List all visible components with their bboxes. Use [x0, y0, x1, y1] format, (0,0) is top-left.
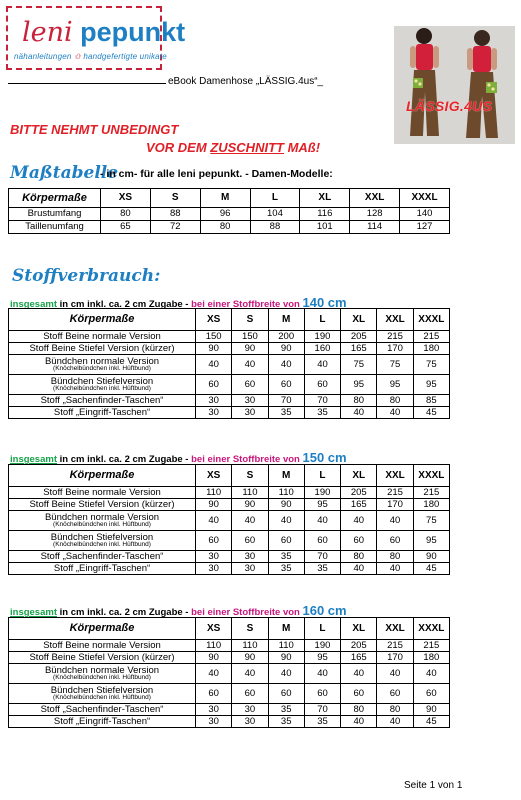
fabric-cell: 90	[413, 704, 449, 716]
fabric-cell: 215	[377, 487, 413, 499]
fabric-row-subtitle: (Knöchelbündchen inkl. Hüftbund)	[53, 674, 151, 681]
fabric-section-head	[10, 450, 347, 465]
fabric-cell: 95	[377, 375, 413, 395]
fabric-cell: 150	[196, 331, 232, 343]
fabric-row-label	[9, 640, 196, 652]
fabric-row	[9, 684, 450, 704]
fabric-row-title: Bündchen normale Version	[44, 355, 160, 367]
size-header-xxl: XXL	[350, 189, 400, 208]
fabric-header-l: L	[304, 309, 340, 331]
fabric-cell: 40	[232, 511, 268, 531]
fabric-cell: 35	[268, 704, 304, 716]
fabric-header-m: M	[268, 465, 304, 487]
fabric-cell: 110	[268, 640, 304, 652]
size-cell: 140	[400, 208, 450, 221]
fabric-cell: 95	[413, 531, 449, 551]
fabric-header-xl: XL	[341, 618, 377, 640]
fabric-table	[8, 617, 450, 728]
fabric-row	[9, 375, 450, 395]
head-insgesamt: insgesamt	[10, 607, 57, 618]
fabric-cell: 30	[232, 395, 268, 407]
fabric-header-s: S	[232, 309, 268, 331]
tagline-left: nähanleitungen	[14, 52, 72, 61]
product-photo	[394, 26, 515, 144]
fabric-cell: 90	[268, 652, 304, 664]
fabric-cell: 95	[341, 375, 377, 395]
fabric-header-l: L	[304, 618, 340, 640]
fabric-cell: 165	[341, 343, 377, 355]
fabric-cell: 60	[196, 531, 232, 551]
fabric-cell: 45	[413, 716, 449, 728]
head-insgesamt: insgesamt	[10, 454, 57, 465]
fabric-cell: 70	[268, 395, 304, 407]
fabric-cell: 60	[268, 375, 304, 395]
fabric-cell: 60	[377, 684, 413, 704]
fabric-row-label	[9, 652, 196, 664]
fabric-cell: 40	[377, 511, 413, 531]
fabric-cell: 45	[413, 563, 449, 575]
fabric-row	[9, 407, 450, 419]
fabric-cell: 190	[304, 487, 340, 499]
fabric-section-head	[10, 603, 347, 618]
fabric-cell: 40	[341, 563, 377, 575]
fabric-cell: 35	[304, 563, 340, 575]
fabric-cell: 40	[377, 664, 413, 684]
fabric-cell: 60	[341, 531, 377, 551]
fabric-cell: 75	[377, 355, 413, 375]
fabric-cell: 200	[268, 331, 304, 343]
size-cell: 104	[250, 208, 300, 221]
fabric-row-label	[9, 375, 196, 395]
fabric-row-label	[9, 343, 196, 355]
fabric-cell: 110	[268, 487, 304, 499]
fabric-cell: 75	[341, 355, 377, 375]
fabric-cell: 40	[377, 407, 413, 419]
fabric-cell: 180	[413, 343, 449, 355]
fabric-cell: 215	[377, 331, 413, 343]
fabric-cell: 90	[268, 343, 304, 355]
fabric-cell: 35	[268, 563, 304, 575]
fabric-row	[9, 395, 450, 407]
fabric-row-title: Bündchen Stiefelversion	[50, 375, 154, 387]
fabric-cell: 170	[377, 343, 413, 355]
head-insgesamt: insgesamt	[10, 299, 57, 310]
size-header-row	[9, 189, 450, 208]
fabric-cell: 205	[341, 487, 377, 499]
fabric-cell: 30	[196, 407, 232, 419]
fabric-header-xs: XS	[196, 618, 232, 640]
logo-leni: leni	[22, 17, 73, 48]
fabric-cell: 40	[377, 563, 413, 575]
fabric-header-xxl: XXL	[377, 465, 413, 487]
fabric-cell: 80	[377, 704, 413, 716]
fabric-cell: 90	[196, 652, 232, 664]
fabric-cell: 170	[377, 652, 413, 664]
fabric-cell: 60	[413, 684, 449, 704]
fabric-cell: 35	[268, 551, 304, 563]
fabric-cell: 60	[232, 531, 268, 551]
warning-suffix: MAß!	[283, 140, 321, 155]
title-underline	[8, 74, 166, 84]
fabric-cell: 80	[341, 551, 377, 563]
size-header-s: S	[150, 189, 200, 208]
fabric-header-label: Körpermaße	[9, 618, 196, 640]
size-cell: 80	[101, 208, 151, 221]
fabric-cell: 35	[268, 716, 304, 728]
size-row-label: Taillenumfang	[9, 221, 101, 234]
fabric-cell: 40	[196, 511, 232, 531]
fabric-cell: 40	[341, 664, 377, 684]
ebook-title-line	[8, 74, 368, 87]
fabric-cell: 40	[268, 511, 304, 531]
logo-tagline	[14, 52, 167, 61]
fabric-header-xs: XS	[196, 309, 232, 331]
fabric-row-label	[9, 684, 196, 704]
fabric-row-title: Stoff „Eingriff-Taschen“	[53, 562, 151, 574]
fabric-cell: 95	[304, 499, 340, 511]
fabric-cell: 110	[196, 487, 232, 499]
fabric-cell: 165	[341, 499, 377, 511]
head-width-label: bei einer Stoffbreite von	[191, 454, 303, 465]
fabric-row-label	[9, 704, 196, 716]
fabric-cell: 170	[377, 499, 413, 511]
fabric-cell: 30	[196, 395, 232, 407]
fabric-row-title: Stoff Beine normale Version	[43, 330, 161, 342]
fabric-cell: 60	[268, 531, 304, 551]
fabric-cell: 40	[196, 355, 232, 375]
fabric-row-title: Bündchen Stiefelversion	[50, 684, 154, 696]
fabric-cell: 180	[413, 652, 449, 664]
head-width-value: 160 cm	[302, 603, 347, 618]
fabric-cell: 30	[196, 716, 232, 728]
size-row	[9, 221, 450, 234]
size-header-l: L	[250, 189, 300, 208]
fabric-row	[9, 343, 450, 355]
size-cell: 88	[250, 221, 300, 234]
fabric-cell: 90	[232, 499, 268, 511]
fabric-row-label	[9, 407, 196, 419]
fabric-cell: 35	[304, 716, 340, 728]
fabric-row	[9, 716, 450, 728]
fabric-row	[9, 499, 450, 511]
mass-table-title: Maßtabelle	[10, 163, 119, 183]
fabric-row-subtitle: (Knöchelbündchen inkl. Hüftbund)	[53, 694, 151, 701]
fabric-cell: 90	[268, 499, 304, 511]
fabric-row-label	[9, 487, 196, 499]
fabric-cell: 60	[268, 684, 304, 704]
logo-wordmark	[22, 12, 186, 52]
fabric-header-xxxl: XXXL	[413, 465, 449, 487]
fabric-header-label: Körpermaße	[9, 309, 196, 331]
fabric-row-label	[9, 355, 196, 375]
fabric-cell: 35	[268, 407, 304, 419]
fabric-row-label	[9, 664, 196, 684]
fabric-cell: 40	[232, 355, 268, 375]
fabric-cell: 85	[413, 395, 449, 407]
fabric-row	[9, 664, 450, 684]
fabric-cell: 30	[232, 704, 268, 716]
fabric-cell: 160	[304, 343, 340, 355]
fabric-row-title: Stoff „Eingriff-Taschen“	[53, 715, 151, 727]
size-header-xl: XL	[300, 189, 350, 208]
fabric-cell: 60	[377, 531, 413, 551]
fabric-cell: 40	[268, 664, 304, 684]
fabric-cell: 60	[304, 531, 340, 551]
size-cell: 128	[350, 208, 400, 221]
fabric-row-label	[9, 716, 196, 728]
size-row-label: Brustumfang	[9, 208, 101, 221]
fabric-header-xxl: XXL	[377, 309, 413, 331]
fabric-row-subtitle: (Knöchelbündchen inkl. Hüftbund)	[53, 365, 151, 372]
fabric-row-title: Stoff Beine Stiefel Version (kürzer)	[29, 342, 175, 354]
fabric-header-row	[9, 618, 450, 640]
fabric-cell: 60	[341, 684, 377, 704]
fabric-table	[8, 308, 450, 419]
fabric-cell: 190	[304, 331, 340, 343]
fabric-cell: 40	[341, 511, 377, 531]
warning-prefix: VOR DEM	[146, 140, 211, 155]
head-text: in cm inkl. ca. 2 cm Zugabe -	[57, 454, 192, 465]
head-text: in cm inkl. ca. 2 cm Zugabe -	[57, 607, 192, 618]
fabric-cell: 60	[232, 684, 268, 704]
size-cell: 72	[150, 221, 200, 234]
fabric-row-title: Stoff Beine Stiefel Version (kürzer)	[29, 651, 175, 663]
star-icon: ✩	[73, 52, 81, 61]
fabric-row-title: Stoff Beine normale Version	[43, 486, 161, 498]
fabric-row-label	[9, 551, 196, 563]
fabric-cell: 215	[413, 331, 449, 343]
fabric-cell: 80	[341, 395, 377, 407]
fabric-cell: 30	[196, 704, 232, 716]
fabric-header-s: S	[232, 618, 268, 640]
fabric-cell: 40	[413, 664, 449, 684]
warning-line-1: BITTE NEHMT UNBEDINGT	[10, 122, 179, 137]
fabric-cell: 215	[413, 640, 449, 652]
fabric-header-m: M	[268, 618, 304, 640]
fabric-cell: 215	[413, 487, 449, 499]
fabric-cell: 150	[232, 331, 268, 343]
mass-table-subtitle: - in cm- für alle leni pepunkt. - Damen-Modelle:	[100, 168, 333, 180]
fabric-cell: 110	[232, 487, 268, 499]
fabric-row-title: Bündchen normale Version	[44, 664, 160, 676]
fabric-cell: 75	[413, 511, 449, 531]
fabric-cell: 60	[196, 684, 232, 704]
fabric-cell: 80	[341, 704, 377, 716]
size-header-label: Körpermaße	[9, 189, 101, 208]
fabric-row-label	[9, 511, 196, 531]
fabric-row	[9, 487, 450, 499]
fabric-row	[9, 511, 450, 531]
fabric-cell: 95	[413, 375, 449, 395]
size-header-xxxl: XXXL	[400, 189, 450, 208]
fabric-cell: 40	[304, 355, 340, 375]
fabric-cell: 30	[196, 551, 232, 563]
fabric-cell: 45	[413, 407, 449, 419]
size-cell: 101	[300, 221, 350, 234]
fabric-table	[8, 464, 450, 575]
fabric-usage-title: Stoffverbrauch:	[12, 266, 161, 286]
fabric-cell: 90	[196, 343, 232, 355]
fabric-cell: 205	[341, 640, 377, 652]
fabric-row-title: Stoff „Eingriff-Taschen“	[53, 406, 151, 418]
fabric-row-subtitle: (Knöchelbündchen inkl. Hüftbund)	[53, 541, 151, 548]
fabric-cell: 90	[196, 499, 232, 511]
fabric-header-xl: XL	[341, 309, 377, 331]
fabric-row	[9, 551, 450, 563]
fabric-cell: 80	[377, 551, 413, 563]
photo-label: LÄSSIG.4US	[406, 98, 493, 114]
size-header-m: M	[200, 189, 250, 208]
fabric-cell: 80	[377, 395, 413, 407]
fabric-cell: 215	[377, 640, 413, 652]
fabric-header-xxl: XXL	[377, 618, 413, 640]
fabric-row-subtitle: (Knöchelbündchen inkl. Hüftbund)	[53, 385, 151, 392]
fabric-cell: 60	[232, 375, 268, 395]
fabric-row-label	[9, 563, 196, 575]
size-cell: 114	[350, 221, 400, 234]
fabric-header-xs: XS	[196, 465, 232, 487]
fabric-cell: 165	[341, 652, 377, 664]
fabric-cell: 40	[304, 664, 340, 684]
fabric-header-s: S	[232, 465, 268, 487]
fabric-row	[9, 704, 450, 716]
fabric-row-label	[9, 331, 196, 343]
fabric-row-title: Stoff „Sachenfinder-Taschen“	[40, 550, 164, 562]
fabric-header-xxxl: XXXL	[413, 309, 449, 331]
fabric-cell: 90	[232, 343, 268, 355]
fabric-header-label: Körpermaße	[9, 465, 196, 487]
fabric-cell: 30	[196, 563, 232, 575]
head-width-label: bei einer Stoffbreite von	[191, 607, 303, 618]
fabric-cell: 40	[232, 664, 268, 684]
fabric-cell: 30	[232, 716, 268, 728]
fabric-row-title: Stoff Beine normale Version	[43, 639, 161, 651]
size-cell: 96	[200, 208, 250, 221]
fabric-header-row	[9, 465, 450, 487]
model-figures	[394, 26, 515, 144]
fabric-cell: 30	[232, 563, 268, 575]
size-header-xs: XS	[101, 189, 151, 208]
fabric-row-title: Stoff „Sachenfinder-Taschen“	[40, 394, 164, 406]
head-width-value: 150 cm	[302, 450, 347, 465]
fabric-cell: 35	[304, 407, 340, 419]
fabric-header-m: M	[268, 309, 304, 331]
fabric-cell: 75	[413, 355, 449, 375]
fabric-row-label	[9, 531, 196, 551]
fabric-row-title: Stoff „Sachenfinder-Taschen“	[40, 703, 164, 715]
logo-pepunkt: pepunkt	[80, 17, 186, 47]
fabric-cell: 40	[304, 511, 340, 531]
fabric-cell: 90	[413, 551, 449, 563]
fabric-cell: 110	[232, 640, 268, 652]
head-width-label: bei einer Stoffbreite von	[191, 299, 303, 310]
tagline-right: handgefertigte unikate	[83, 52, 167, 61]
ebook-title: eBook Damenhose „LÄSSIG.4us“_	[168, 76, 324, 87]
warning-line-2	[146, 140, 320, 155]
fabric-cell: 60	[196, 375, 232, 395]
fabric-row-title: Bündchen normale Version	[44, 511, 160, 523]
fabric-cell: 110	[196, 640, 232, 652]
size-cell: 116	[300, 208, 350, 221]
fabric-cell: 60	[304, 375, 340, 395]
fabric-cell: 30	[232, 407, 268, 419]
fabric-cell: 40	[377, 716, 413, 728]
fabric-header-xl: XL	[341, 465, 377, 487]
fabric-row	[9, 331, 450, 343]
warning-underlined: ZUSCHNITT	[210, 140, 284, 155]
fabric-row-label	[9, 395, 196, 407]
fabric-row-label	[9, 499, 196, 511]
fabric-cell: 40	[268, 355, 304, 375]
size-cell: 80	[200, 221, 250, 234]
fabric-row	[9, 652, 450, 664]
fabric-cell: 180	[413, 499, 449, 511]
fabric-cell: 205	[341, 331, 377, 343]
fabric-header-l: L	[304, 465, 340, 487]
fabric-cell: 60	[304, 684, 340, 704]
fabric-cell: 190	[304, 640, 340, 652]
fabric-header-row	[9, 309, 450, 331]
fabric-cell: 70	[304, 704, 340, 716]
fabric-cell: 90	[232, 652, 268, 664]
fabric-row	[9, 640, 450, 652]
fabric-row-title: Stoff Beine Stiefel Version (kürzer)	[29, 498, 175, 510]
fabric-row-title: Bündchen Stiefelversion	[50, 531, 154, 543]
page-number: Seite 1 von 1	[404, 780, 463, 791]
fabric-cell: 40	[341, 407, 377, 419]
fabric-cell: 70	[304, 395, 340, 407]
brand-logo	[6, 6, 186, 70]
fabric-cell: 95	[304, 652, 340, 664]
head-text: in cm inkl. ca. 2 cm Zugabe -	[57, 299, 192, 310]
fabric-row	[9, 531, 450, 551]
fabric-row	[9, 563, 450, 575]
size-table	[8, 188, 450, 234]
head-width-value: 140 cm	[302, 295, 347, 310]
fabric-row-subtitle: (Knöchelbündchen inkl. Hüftbund)	[53, 521, 151, 528]
size-cell: 88	[150, 208, 200, 221]
fabric-cell: 70	[304, 551, 340, 563]
fabric-row	[9, 355, 450, 375]
fabric-header-xxxl: XXXL	[413, 618, 449, 640]
size-cell: 127	[400, 221, 450, 234]
fabric-cell: 40	[341, 716, 377, 728]
fabric-cell: 40	[196, 664, 232, 684]
fabric-cell: 30	[232, 551, 268, 563]
size-row	[9, 208, 450, 221]
size-cell: 65	[101, 221, 151, 234]
